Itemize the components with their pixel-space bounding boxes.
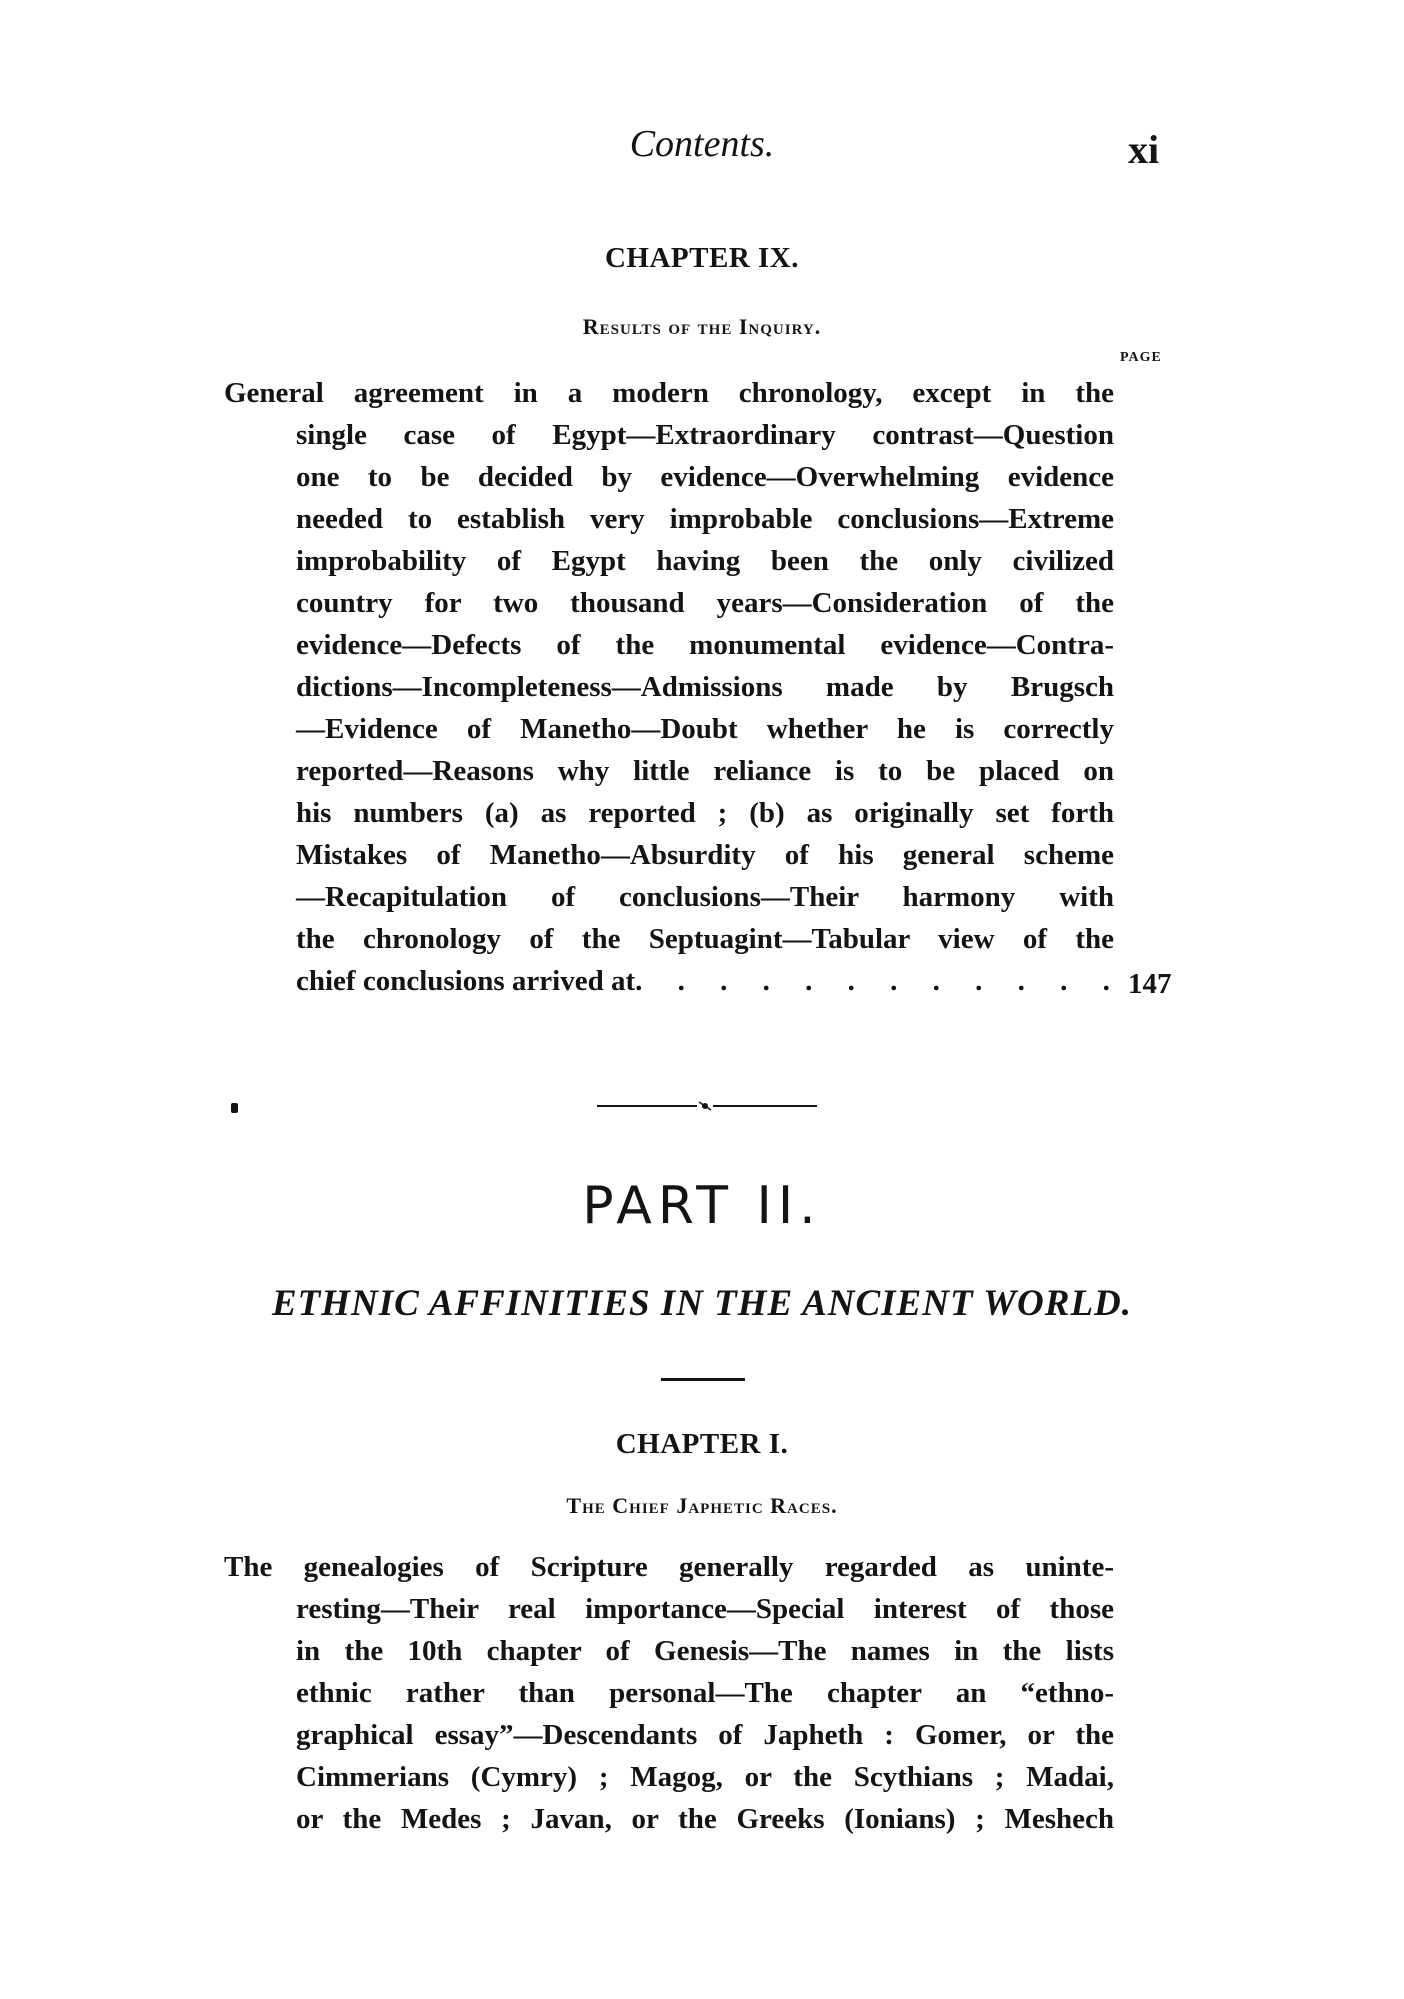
chapter-i-heading: CHAPTER I.	[615, 1428, 789, 1460]
summary-last-line	[296, 960, 1124, 1002]
summary-line: resting—Their real importance—Special interest of those	[296, 1593, 1114, 1625]
summary-line: graphical essay”—Descendants of Japheth : Gomer, or the	[296, 1719, 1114, 1751]
summary-line: his numbers (a) as reported ; (b) as originally set forth	[296, 797, 1114, 829]
summary-line: dictions—Incompleteness—Admissions made by Brugsch	[296, 671, 1114, 703]
chapter-i-summary	[224, 1546, 1114, 1840]
page-reference: 147	[1128, 968, 1172, 1000]
part-title: ETHNIC AFFINITIES IN THE ANCIENT WORLD.	[271, 1283, 1133, 1324]
summary-line: ethnic rather than personal—The chapter an “ethno-	[296, 1677, 1114, 1709]
summary-line: reported—Reasons why little reliance is to be placed on	[296, 755, 1114, 787]
running-head-title: Contents.	[629, 123, 775, 165]
page-folio: xi	[1128, 127, 1160, 172]
summary-line: needed to establish very improbable conclusions—Extreme	[296, 503, 1114, 535]
summary-line: The genealogies of Scripture generally regarded as uninte-	[224, 1551, 1114, 1583]
summary-line: single case of Egypt—Extraordinary contrast—Question	[296, 419, 1114, 451]
summary-line: country for two thousand years—Consideration of the	[296, 587, 1114, 619]
part-heading: PART II.	[582, 1176, 822, 1236]
summary-line: chief conclusions arrived at	[296, 965, 636, 997]
summary-line: Cimmerians (Cymry) ; Magog, or the Scythians ; Madai,	[296, 1761, 1114, 1793]
summary-line: one to be decided by evidence—Overwhelming evidence	[296, 461, 1114, 493]
summary-line: improbability of Egypt having been the only civilized	[296, 545, 1114, 577]
dot-leader: . . . . . . . . . . . .	[635, 965, 1124, 997]
summary-line: —Recapitulation of conclusions—Their harmony with	[296, 881, 1114, 913]
summary-line: General agreement in a modern chronology, except in the	[224, 377, 1114, 409]
summary-line: the chronology of the Septuagint—Tabular view of the	[296, 923, 1114, 955]
chapter-ix-summary	[224, 372, 1124, 1002]
page-column-label: PAGE	[1120, 350, 1162, 365]
chapter-ix-title: Results of the Inquiry.	[582, 314, 822, 339]
section-rule	[661, 1378, 745, 1381]
stray-print-mark	[231, 1103, 238, 1113]
summary-line: in the 10th chapter of Genesis—The names in the lists	[296, 1635, 1114, 1667]
summary-line: evidence—Defects of the monumental evidence—Contra-	[296, 629, 1114, 661]
chapter-ix-heading: CHAPTER IX.	[604, 242, 799, 274]
section-ornament	[597, 1101, 817, 1111]
summary-line: or the Medes ; Javan, or the Greeks (Ionians) ; Meshech	[296, 1803, 1114, 1835]
running-head	[0, 122, 1404, 172]
summary-line: Mistakes of Manetho—Absurdity of his general scheme	[296, 839, 1114, 871]
summary-line: —Evidence of Manetho—Doubt whether he is correctly	[296, 713, 1114, 745]
chapter-i-title: The Chief Japhetic Races.	[566, 1493, 838, 1518]
